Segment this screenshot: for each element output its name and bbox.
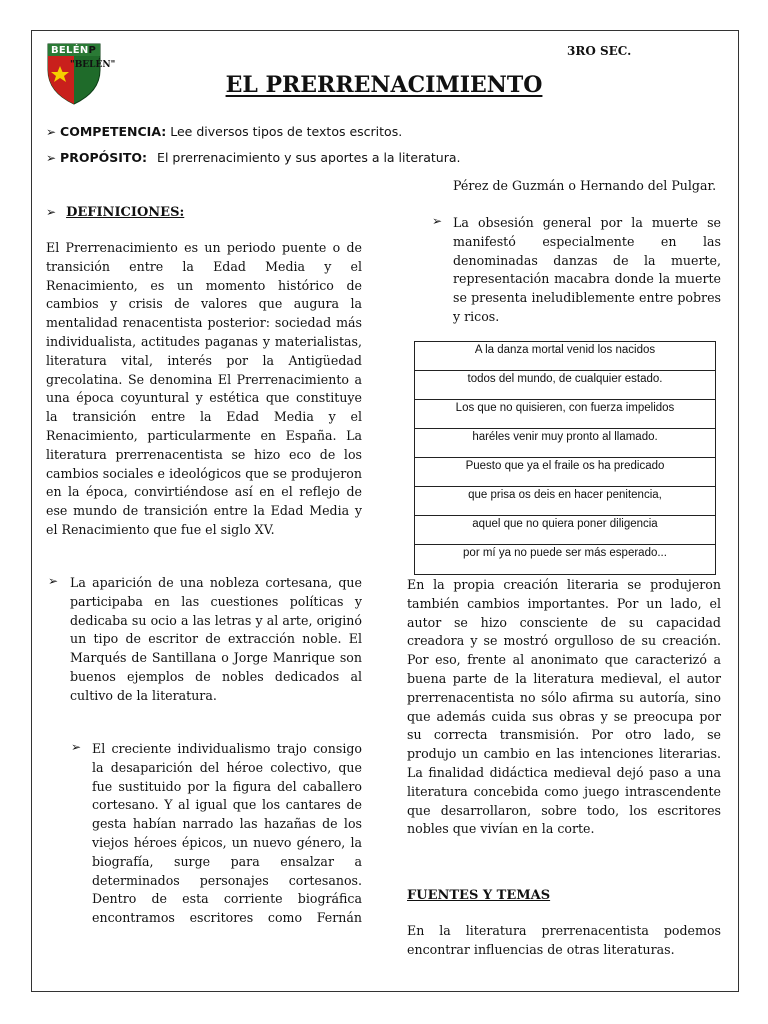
poem-line: que prisa os deis en hacer penitencia, — [415, 487, 715, 516]
proposito-line — [46, 150, 461, 165]
individualismo-bullet: El creciente individualismo trajo consigo la desaparición del héroe colectivo, que fue sustituido por la figura del caballero cortesano. Y al igual que los cantares de gesta habían narrado las hazañas de los viejos héroes épicos, un nuevo género, la biografía, surge para ensalzar a determinados personajes cortesanos. Dentro de esta corriente biográfica encontramos escritores como Fernán — [92, 741, 362, 926]
poem-line: A la danza mortal venid los nacidos — [415, 342, 715, 371]
arrow-bullet-icon: ➢ — [46, 151, 57, 165]
competencia-line — [46, 124, 402, 139]
arrow-bullet-icon: ➢ — [48, 574, 59, 588]
creacion-paragraph: En la propia creación literaria se produjeron también cambios importantes. Por un lado, el autor se hizo consciente de su capacidad creadora y se mostró orgulloso de su creación. Por eso, frente al anonimato que caracterizó a buena parte de la literatura medieval, el autor prerrenacentista no sólo afirma su autoría, sino que además cuida sus obras y se preocupa por su correcta transmisión. Por otro lado, se produjo un cambio en las intenciones literarias. La finalidad didáctica medieval dejó paso a una literatura concebida como juego intrascendente que desarrollaron, sobre todo, los escritores nobles que vivían en la corte. — [407, 577, 721, 837]
poem-box — [414, 341, 716, 575]
fuentes-heading: FUENTES Y TEMAS — [407, 888, 551, 903]
arrow-bullet-icon: ➢ — [46, 205, 57, 219]
page-title: EL PRERRENACIMIENTO — [225, 72, 543, 98]
arrow-bullet-icon: ➢ — [46, 125, 57, 139]
poem-line: aquel que no quiera poner diligencia — [415, 516, 715, 545]
competencia-label: COMPETENCIA: — [60, 124, 167, 139]
proposito-text: El prerrenacimiento y sus aportes a la literatura. — [157, 150, 461, 165]
proposito-label: PROPÓSITO: — [60, 150, 148, 165]
logo-text-top: BELÉNP — [51, 45, 97, 56]
poem-line: haréles venir muy pronto al llamado. — [415, 429, 715, 458]
arrow-bullet-icon: ➢ — [71, 740, 82, 754]
continuation-text: Pérez de Guzmán o Hernando del Pulgar. — [453, 178, 717, 193]
poem-line: por mí ya no puede ser más esperado... — [463, 547, 667, 559]
poem-line: Los que no quisieren, con fuerza impelidos — [415, 400, 715, 429]
arrow-bullet-icon: ➢ — [432, 214, 443, 228]
grade-label: 3RO SEC. — [567, 44, 632, 58]
definiciones-heading: ➢ DEFINICIONES: — [46, 205, 185, 220]
competencia-text: Lee diversos tipos de textos escritos. — [170, 124, 403, 139]
definition-paragraph: El Prerrenacimiento es un periodo puente o de transición entre la Edad Media y el Renacimiento, es un momento histórico de cambios y crisis de valores que augura la mentalidad renacentista posterior: sociedad más individualista, actitudes paganas y materialistas, literatura vital, interés por la Antigüedad grecolatina. Se denomina El Prerrenacimiento a una época coyuntural y estética que constituye la transición entre la Edad Media y el Renacimiento, particularmente en España. La literatura prerrenacentista se hizo eco de los cambios sociales e ideológicos que se produjeron en la época, convirtiéndose así en el reflejo de ese mundo de transición entre la Edad Media y el Renacimiento que fue el siglo XV. — [46, 240, 362, 537]
logo-text-bottom: "BELÉN" — [70, 60, 116, 70]
poem-line: Puesto que ya el fraile os ha predicado — [415, 458, 715, 487]
nobleza-bullet: La aparición de una nobleza cortesana, que participaba en las cuestiones políticas y dedicaba su ocio a las letras y al arte, originó un tipo de escritor de extracción noble. El Marqués de Santillana o Jorge Manrique son buenos ejemplos de nobles dedicados al cultivo de la literatura. — [70, 575, 362, 703]
muerte-bullet: La obsesión general por la muerte se manifestó especialmente en las denominadas danzas de la muerte, representación macabra donde la muerte se presenta ineludiblemente entre pobres y ricos. — [453, 215, 721, 324]
poem-line: todos del mundo, de cualquier estado. — [415, 371, 715, 400]
fuentes-paragraph: En la literatura prerrenacentista podemos encontrar influencias de otras literaturas. — [407, 923, 721, 957]
